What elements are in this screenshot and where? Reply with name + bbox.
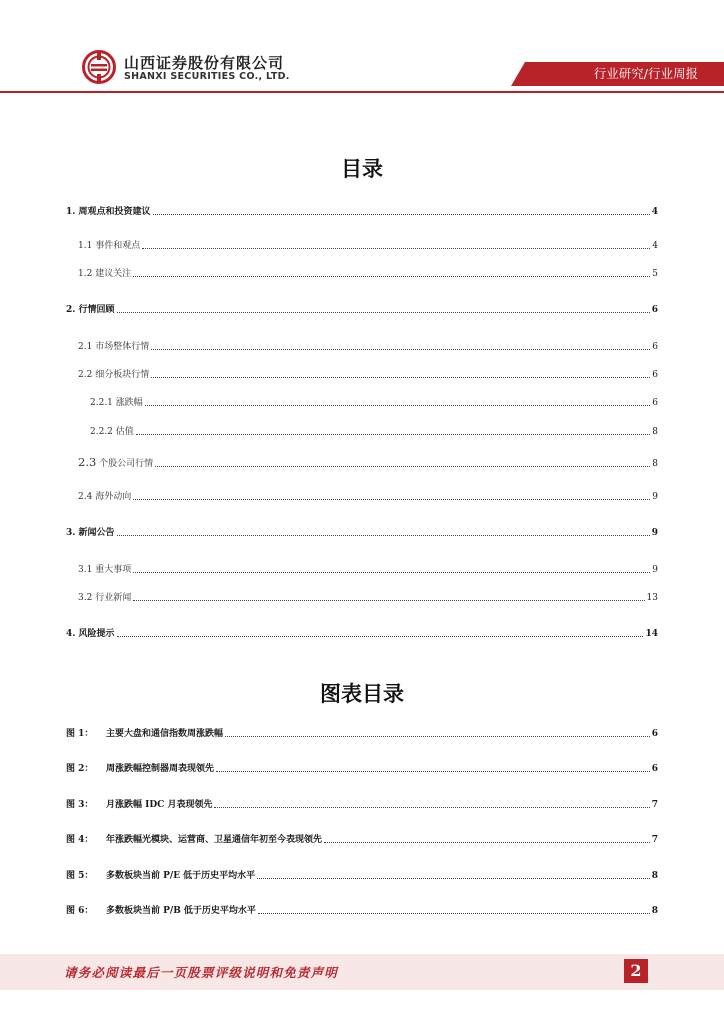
figure-entry[interactable]	[66, 866, 658, 882]
toc-entry-page: 6	[652, 398, 658, 408]
toc-entry[interactable]	[66, 236, 658, 252]
page-header	[0, 0, 724, 96]
figure-entry-number: 图 1：	[66, 729, 94, 739]
figure-entry-label: 多数板块当前 P/E 低于历史平均水平	[106, 871, 256, 881]
toc-title: 目录	[341, 157, 383, 181]
dot-leader	[142, 248, 650, 249]
dot-leader	[257, 878, 650, 879]
toc-entry-page: 9	[652, 565, 658, 575]
dot-leader	[214, 807, 649, 808]
figure-entry-label: 周涨跌幅控制器周表现领先	[106, 764, 215, 774]
toc-entry-number: 1.1	[78, 241, 93, 251]
figure-list-title: 图表目录	[320, 682, 404, 706]
toc-entry-label: 个股公司行情	[99, 459, 154, 469]
dot-leader	[151, 377, 650, 378]
figure-entry[interactable]	[66, 759, 658, 775]
toc-entry-label: 海外动向	[95, 492, 132, 502]
toc-entry-label: 估值	[115, 427, 134, 437]
toc-entry-number: 3.2	[78, 593, 93, 603]
toc-entry-number: 2.2	[78, 370, 93, 380]
dot-leader	[155, 466, 650, 467]
toc-entry-label: 风险提示	[78, 629, 115, 639]
figure-entry-number: 图 3：	[66, 800, 94, 810]
toc-entry[interactable]	[66, 300, 658, 316]
dot-leader	[145, 405, 650, 406]
toc-entry-label: 周观点和投资建议	[78, 207, 151, 217]
toc-entry-page: 8	[652, 459, 658, 469]
toc-entry[interactable]	[66, 588, 658, 604]
toc-entry-page: 9	[652, 492, 658, 502]
header-rule	[0, 91, 724, 93]
toc-entry-number: 2.	[66, 305, 76, 315]
toc-entry-number: 2.3	[78, 455, 97, 469]
toc-entry-number: 3.1	[78, 565, 93, 575]
figure-entry-page: 6	[651, 764, 658, 774]
company-name-en: SHANXI SECURITIES CO., LTD.	[124, 71, 290, 82]
toc-entry[interactable]	[66, 560, 658, 576]
toc-entry-number: 1.	[66, 207, 76, 217]
toc-entry-number: 2.2.2	[90, 427, 113, 437]
page-number: 2	[624, 959, 648, 983]
dot-leader	[225, 736, 650, 737]
toc-entry-label: 涨跌幅	[115, 398, 143, 408]
dot-leader	[117, 636, 644, 637]
toc-entry-number: 1.2	[78, 269, 93, 279]
toc-entry[interactable]	[66, 365, 658, 381]
toc-entry-page: 13	[646, 593, 658, 603]
toc-entry[interactable]	[66, 264, 658, 280]
figure-entry-number: 图 4：	[66, 835, 94, 845]
toc-entry-page: 14	[645, 629, 658, 639]
toc-entry-page: 6	[651, 305, 658, 315]
figure-entry-label: 主要大盘和通信指数周涨跌幅	[106, 729, 224, 739]
company-logo-icon	[82, 50, 116, 84]
toc-entry-page: 6	[652, 342, 658, 352]
figure-entry-page: 8	[651, 871, 658, 881]
report-type-label: 行业研究/行业周报	[593, 66, 698, 81]
figure-entry-page: 7	[651, 835, 658, 845]
dot-leader	[258, 913, 650, 914]
figure-entry-label: 月涨跌幅 IDC 月表现领先	[106, 800, 213, 810]
dot-leader	[117, 535, 650, 536]
toc-entry-page: 4	[652, 241, 658, 251]
dot-leader	[153, 214, 650, 215]
toc-entry-label: 细分板块行情	[95, 370, 150, 380]
dot-leader	[324, 842, 650, 843]
figure-entry[interactable]	[66, 830, 658, 846]
toc-entry-label: 市场整体行情	[95, 342, 150, 352]
figure-entry-number: 图 2：	[66, 764, 94, 774]
toc-entry-label: 行业新闻	[95, 593, 132, 603]
toc-entry-page: 6	[652, 370, 658, 380]
toc-entry-number: 3.	[66, 528, 76, 538]
figure-entry-page: 6	[651, 729, 658, 739]
dot-leader	[216, 771, 650, 772]
dot-leader	[136, 434, 650, 435]
toc-entry[interactable]	[66, 422, 658, 438]
toc-entry[interactable]	[66, 487, 658, 503]
figure-entry-number: 图 6：	[66, 906, 94, 916]
dot-leader	[133, 600, 644, 601]
figure-entry-label: 年涨跌幅光模块、运营商、卫星通信年初至今表现领先	[106, 835, 323, 845]
toc-entry[interactable]	[66, 624, 658, 640]
figure-entry-page: 7	[651, 800, 658, 810]
dot-leader	[151, 349, 650, 350]
toc-entry-page: 9	[651, 528, 658, 538]
figure-entry-number: 图 5：	[66, 871, 94, 881]
toc-entry-number: 2.1	[78, 342, 93, 352]
disclaimer-text: 请务必阅读最后一页股票评级说明和免责声明	[64, 965, 339, 980]
toc-entry[interactable]	[66, 337, 658, 353]
toc-entry-label: 重大事项	[95, 565, 132, 575]
figure-entry-page: 8	[651, 906, 658, 916]
toc-entry[interactable]	[66, 202, 658, 218]
figure-entry[interactable]	[66, 901, 658, 917]
company-name-cn: 山西证券股份有限公司	[124, 54, 285, 72]
figure-entry[interactable]	[66, 724, 658, 740]
figure-entry-label: 多数板块当前 P/B 低于历史平均水平	[106, 906, 256, 916]
toc-entry[interactable]	[66, 523, 658, 539]
toc-entry-label: 事件和观点	[95, 241, 141, 251]
toc-entry-page: 5	[652, 269, 658, 279]
toc-entry-page: 4	[651, 207, 658, 217]
figure-entry[interactable]	[66, 795, 658, 811]
toc-entry-label: 行情回顾	[78, 305, 115, 315]
toc-entry-label: 建议关注	[95, 269, 132, 279]
toc-entry-page: 8	[652, 427, 658, 437]
dot-leader	[133, 572, 650, 573]
toc-entry[interactable]	[66, 454, 658, 470]
toc-entry-label: 新闻公告	[78, 528, 115, 538]
dot-leader	[133, 499, 650, 500]
toc-entry-number: 4.	[66, 629, 76, 639]
toc-entry[interactable]	[66, 393, 658, 409]
toc-entry-number: 2.4	[78, 492, 93, 502]
toc-entry-number: 2.2.1	[90, 398, 113, 408]
dot-leader	[133, 276, 650, 277]
dot-leader	[117, 312, 650, 313]
